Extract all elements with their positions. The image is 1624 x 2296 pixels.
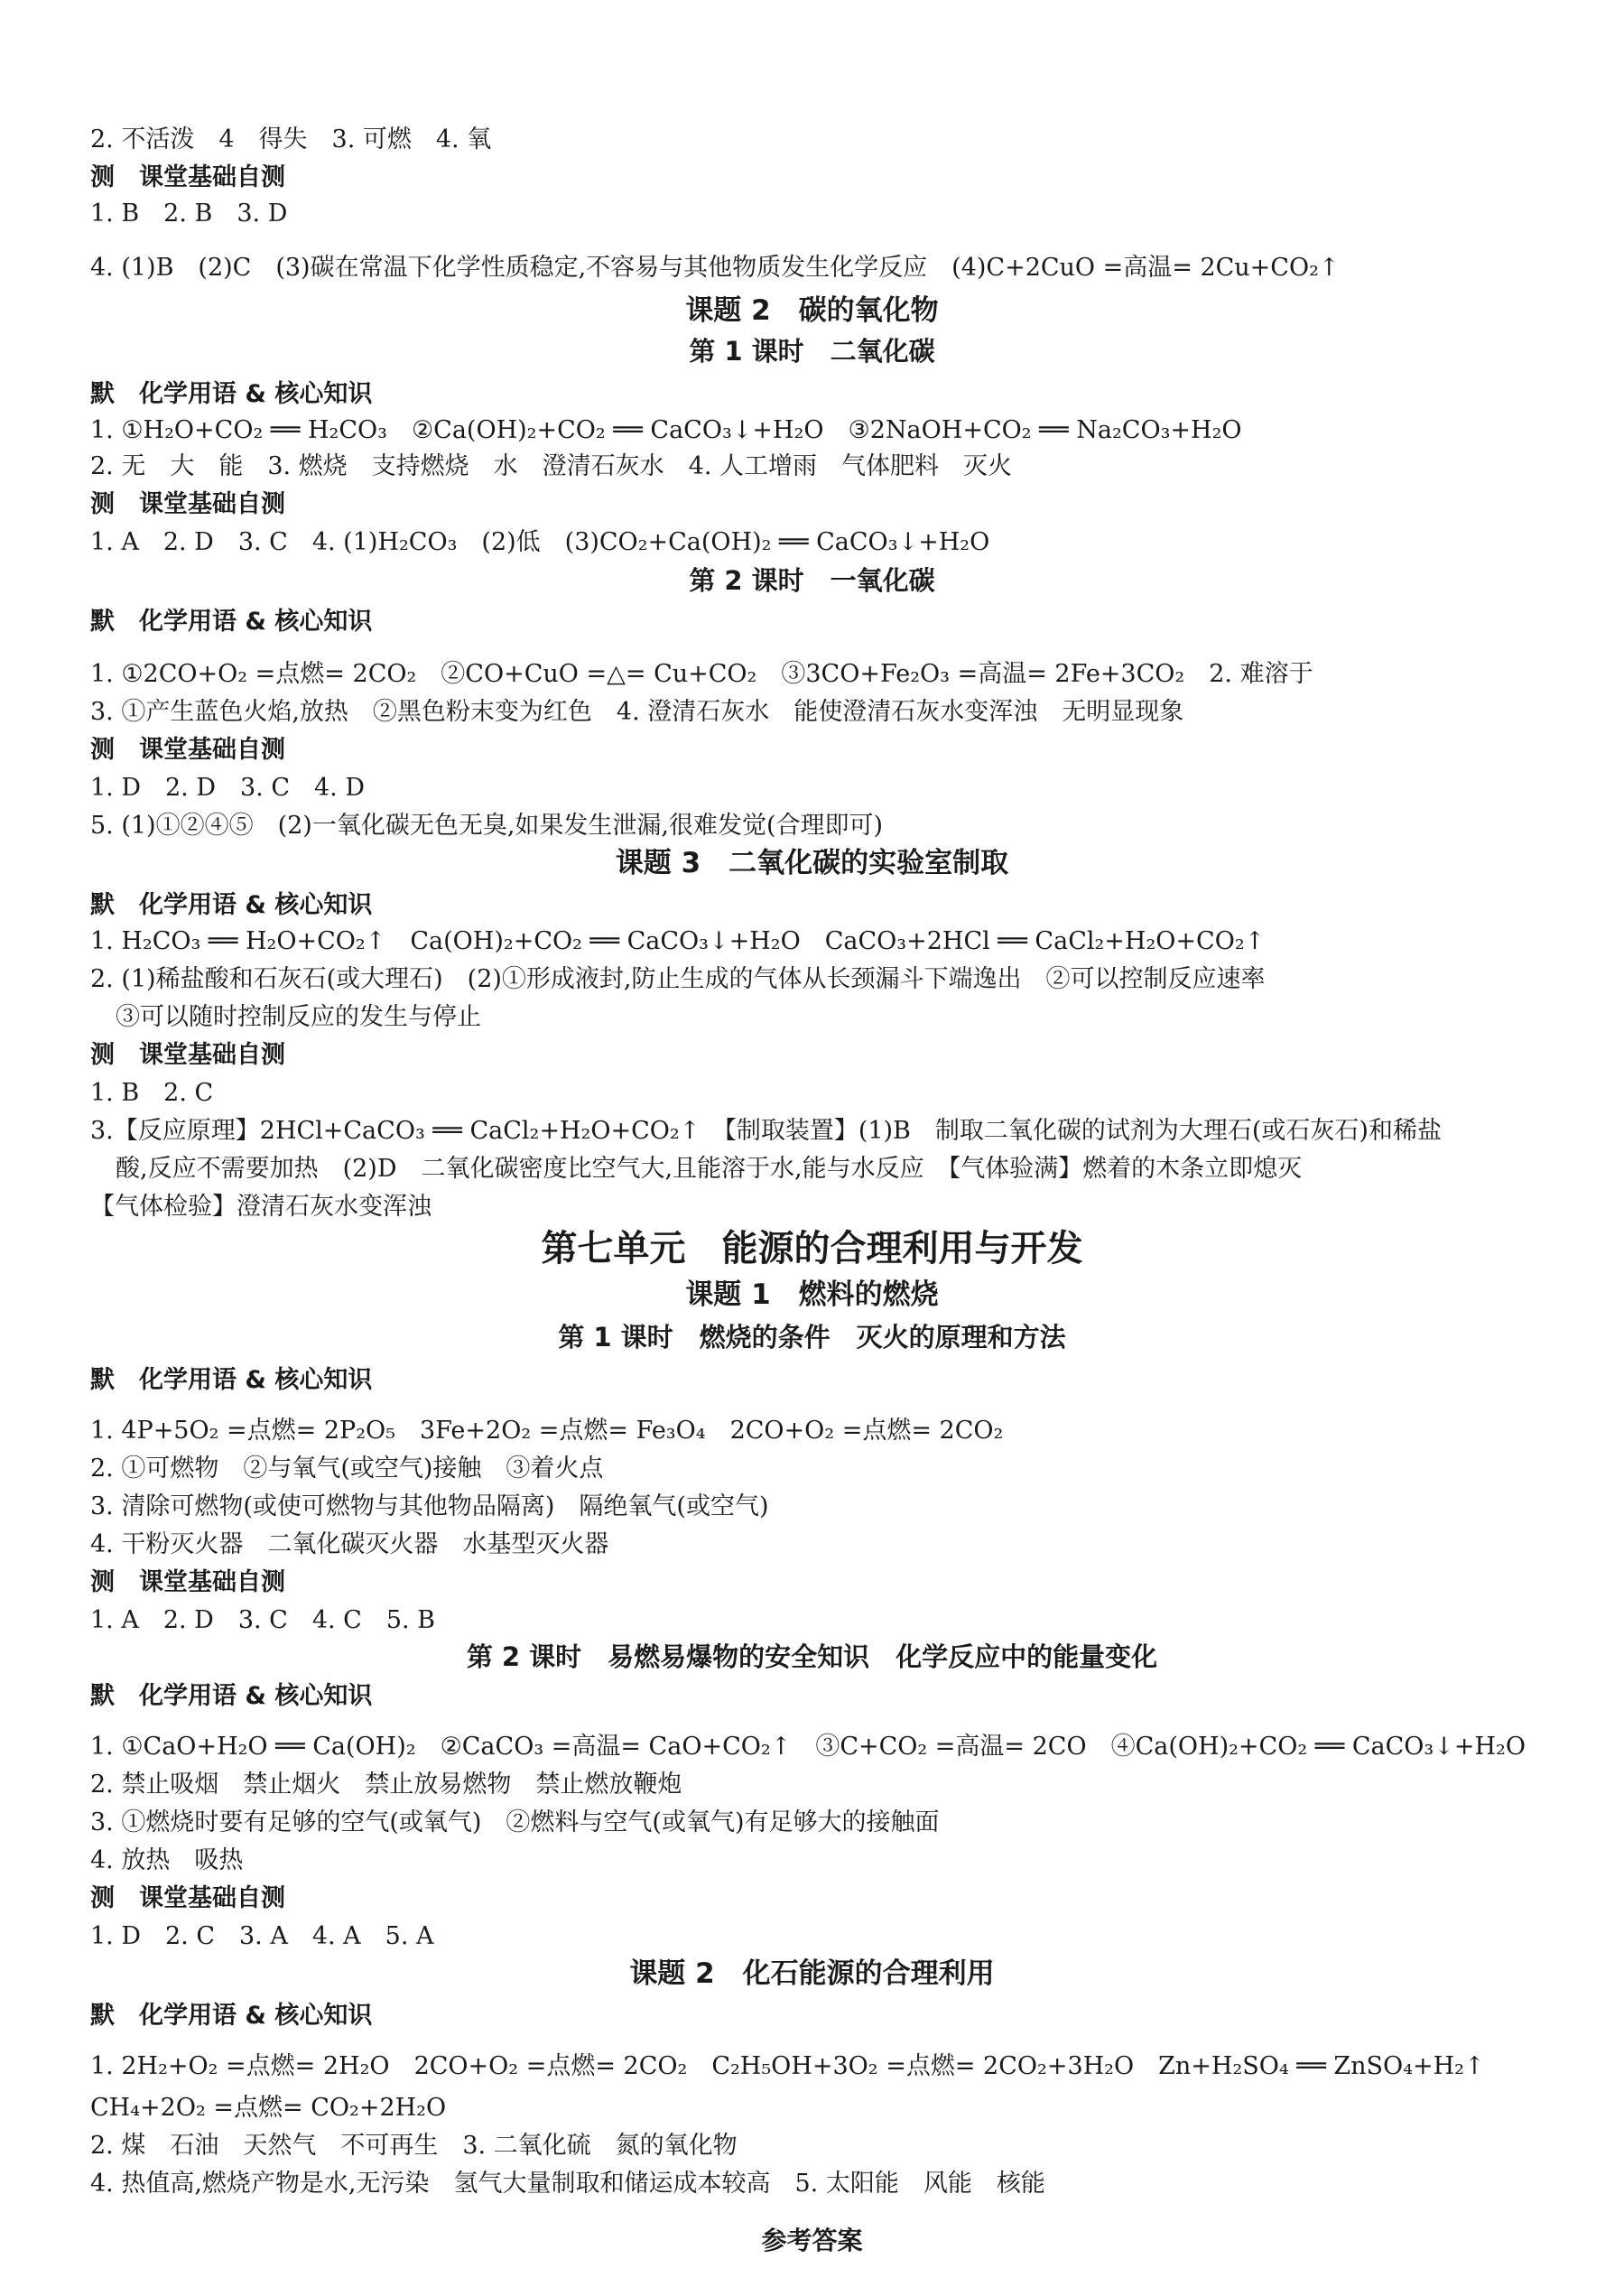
section-label: 测 课堂基础自测 xyxy=(90,736,285,764)
answer-line: 1. ①H₂O+CO₂ ══ H₂CO₃ ②Ca(OH)₂+CO₂ ══ CaCO₃↓+H₂O ③2NaOH+CO₂ ══ Na₂CO₃+H₂O xyxy=(90,416,1242,444)
section-label: 默 化学用语 & 核心知识 xyxy=(90,380,373,408)
answer-line: 1. 2H₂+O₂ =点燃= 2H₂O 2CO+O₂ =点燃= 2CO₂ C₂H₅OH+3O₂ =点燃= 2CO₂+3H₂O Zn+H₂SO₄ ══ ZnSO₄+H₂↑ xyxy=(90,2052,1485,2080)
period-heading: 第 2 课时 易燃易爆物的安全知识 化学反应中的能量变化 xyxy=(466,1641,1158,1672)
page-footer: 参考答案 xyxy=(761,2226,863,2255)
section-label: 测 课堂基础自测 xyxy=(90,163,285,191)
section-label: 默 化学用语 & 核心知识 xyxy=(90,2002,373,2030)
answer-line: 2. 禁止吸烟 禁止烟火 禁止放易燃物 禁止燃放鞭炮 xyxy=(90,1771,682,1799)
answer-line: 1. D 2. C 3. A 4. A 5. A xyxy=(90,1922,434,1950)
section-label: 测 课堂基础自测 xyxy=(90,1884,285,1912)
unit-heading: 第七单元 能源的合理利用与开发 xyxy=(541,1228,1083,1269)
section-label: 测 课堂基础自测 xyxy=(90,490,285,518)
answer-line: 5. (1)①②④⑤ (2)一氧化碳无色无臭,如果发生泄漏,很难发觉(合理即可) xyxy=(90,812,884,840)
answer-line: 1. H₂CO₃ ══ H₂O+CO₂↑ Ca(OH)₂+CO₂ ══ CaCO₃↓+H₂O CaCO₃+2HCl ══ CaCl₂+H₂O+CO₂↑ xyxy=(90,927,1266,955)
answer-line: 4. 热值高,燃烧产物是水,无污染 氢气大量制取和储运成本较高 5. 太阳能 风能 核能 xyxy=(90,2170,1045,2198)
answer-line: 2. 无 大 能 3. 燃烧 支持燃烧 水 澄清石灰水 4. 人工增雨 气体肥料 灭火 xyxy=(90,452,1013,480)
answer-line: 1. A 2. D 3. C 4. C 5. B xyxy=(90,1606,436,1634)
lesson-heading: 课题 1 燃料的燃烧 xyxy=(685,1278,939,1311)
answer-line: 3. ①产生蓝色火焰,放热 ②黑色粉末变为红色 4. 澄清石灰水 能使澄清石灰水变浑浊 无明显现象 xyxy=(90,698,1184,726)
answer-line: 3. ①燃烧时要有足够的空气(或氧气) ②燃料与空气(或氧气)有足够大的接触面 xyxy=(90,1808,940,1836)
lesson-heading: 课题 2 化石能源的合理利用 xyxy=(629,1957,995,1990)
answer-line: 1. B 2. B 3. D xyxy=(90,200,288,228)
answer-line: CH₄+2O₂ =点燃= CO₂+2H₂O xyxy=(90,2094,447,2122)
section-label: 默 化学用语 & 核心知识 xyxy=(90,1366,373,1394)
answer-line: 1. 4P+5O₂ =点燃= 2P₂O₅ 3Fe+2O₂ =点燃= Fe₃O₄ 2CO+O₂ =点燃= 2CO₂ xyxy=(90,1417,1004,1445)
answer-line: 4. 放热 吸热 xyxy=(90,1846,244,1874)
answer-line: 2. 煤 石油 天然气 不可再生 3. 二氧化硫 氮的氧化物 xyxy=(90,2132,738,2160)
answer-line: 1. ①CaO+H₂O ══ Ca(OH)₂ ②CaCO₃ =高温= CaO+CO₂↑ ③C+CO₂ =高温= 2CO ④Ca(OH)₂+CO₂ ══ CaCO₃↓+H₂O xyxy=(90,1733,1526,1761)
section-label: 测 课堂基础自测 xyxy=(90,1568,285,1596)
lesson-heading: 课题 2 碳的氧化物 xyxy=(685,294,939,327)
answer-line: 1. B 2. C xyxy=(90,1079,214,1107)
answer-line: 1. A 2. D 3. C 4. (1)H₂CO₃ (2)低 (3)CO₂+Ca(OH)₂ ══ CaCO₃↓+H₂O xyxy=(90,528,990,556)
answer-line: 2. (1)稀盐酸和石灰石(或大理石) (2)①形成液封,防止生成的气体从长颈漏斗下端逸出 ②可以控制反应速率 xyxy=(90,965,1266,993)
answer-line: 酸,反应不需要加热 (2)D 二氧化碳密度比空气大,且能溶于水,能与水反应 【气体验满】燃着的木条立即熄灭 xyxy=(116,1155,1303,1183)
period-heading: 第 2 课时 一氧化碳 xyxy=(689,565,935,596)
answer-line: 2. 不活泼 4 得失 3. 可燃 4. 氧 xyxy=(90,125,492,153)
section-label: 默 化学用语 & 核心知识 xyxy=(90,608,373,636)
section-label: 测 课堂基础自测 xyxy=(90,1041,285,1069)
period-heading: 第 1 课时 二氧化碳 xyxy=(689,336,935,367)
answer-line: 【气体检验】澄清石灰水变浑浊 xyxy=(90,1193,432,1221)
answer-line: 3.【反应原理】2HCl+CaCO₃ ══ CaCl₂+H₂O+CO₂↑ 【制取装置】(1)B 制取二氧化碳的试剂为大理石(或石灰石)和稀盐 xyxy=(90,1117,1442,1145)
lesson-heading: 课题 3 二氧化碳的实验室制取 xyxy=(615,847,1009,879)
section-label: 默 化学用语 & 核心知识 xyxy=(90,891,373,919)
answer-line: 2. ①可燃物 ②与氧气(或空气)接触 ③着火点 xyxy=(90,1455,604,1483)
answer-line: 1. ①2CO+O₂ =点燃= 2CO₂ ②CO+CuO =△= Cu+CO₂ ③3CO+Fe₂O₃ =高温= 2Fe+3CO₂ 2. 难溶于 xyxy=(90,660,1313,688)
answer-line: 3. 清除可燃物(或使可燃物与其他物品隔离) 隔绝氧气(或空气) xyxy=(90,1492,769,1520)
answer-line: 4. (1)B (2)C (3)碳在常温下化学性质稳定,不容易与其他物质发生化学反应 (4)C+2CuO =高温= 2Cu+CO₂↑ xyxy=(90,254,1340,282)
answer-line: 1. D 2. D 3. C 4. D xyxy=(90,774,365,802)
period-heading: 第 1 课时 燃烧的条件 灭火的原理和方法 xyxy=(558,1322,1066,1353)
answer-line: ③可以随时控制反应的发生与停止 xyxy=(116,1003,481,1031)
section-label: 默 化学用语 & 核心知识 xyxy=(90,1682,373,1710)
answer-line: 4. 干粉灭火器 二氧化碳灭火器 水基型灭火器 xyxy=(90,1530,609,1558)
